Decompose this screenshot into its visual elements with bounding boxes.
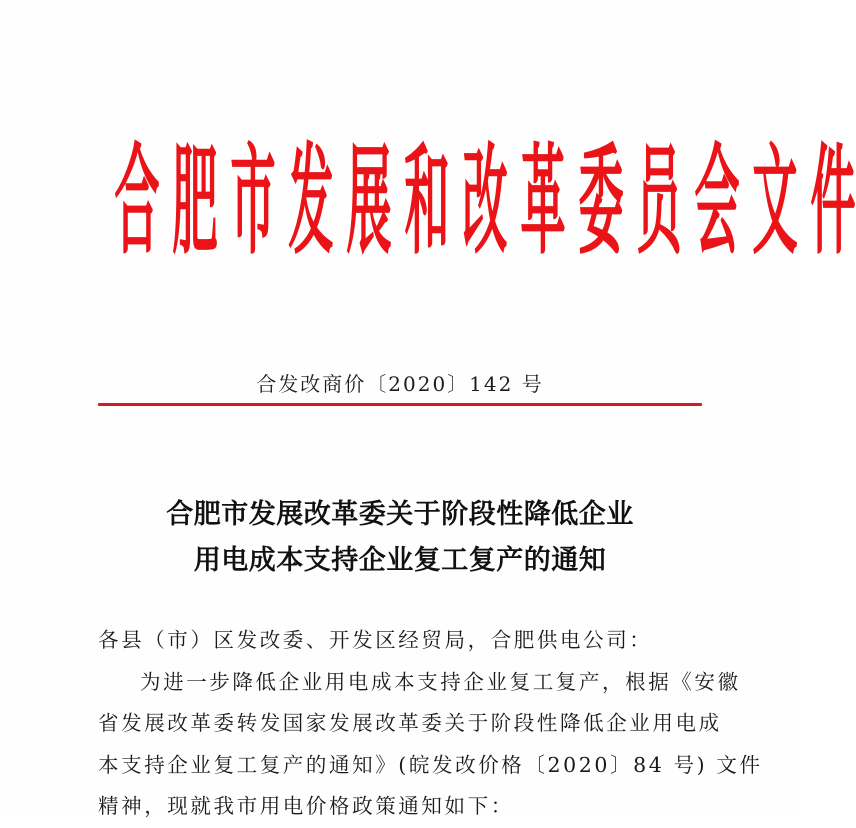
document-title-line-1: 合肥市发展改革委关于阶段性降低企业 bbox=[166, 499, 634, 530]
red-divider-line bbox=[98, 403, 702, 406]
masthead-char: 员 bbox=[636, 130, 682, 271]
salutation: 各县（市）区发改委、开发区经贸局，合肥供电公司： bbox=[98, 628, 653, 652]
document-title bbox=[0, 492, 800, 584]
masthead-char: 肥 bbox=[172, 130, 218, 271]
body-line: 为进一步降低企业用电成本支持企业复工复产，根据《安徽 bbox=[140, 669, 741, 694]
masthead-char: 件 bbox=[810, 130, 856, 271]
masthead-char: 改 bbox=[462, 130, 508, 271]
masthead-char: 和 bbox=[404, 130, 450, 271]
body-line: 省发展改革委转发国家发展改革委关于阶段性降低企业用电成 bbox=[98, 711, 722, 735]
document-number: 合发改商价〔2020〕142 号 bbox=[256, 372, 544, 396]
document-title-line-2: 用电成本支持企业复工复产的通知 bbox=[193, 545, 607, 576]
masthead-char: 合 bbox=[114, 130, 160, 271]
body-line: 精神，现就我市用电价格政策通知如下： bbox=[98, 794, 514, 818]
masthead-title bbox=[108, 128, 856, 273]
masthead-char: 文 bbox=[752, 130, 798, 271]
masthead-char: 委 bbox=[578, 130, 624, 271]
masthead-char: 发 bbox=[288, 130, 334, 271]
body-line: 本支持企业复工复产的通知》(皖发改价格〔2020〕84 号) 文件 bbox=[98, 752, 763, 777]
masthead-char: 革 bbox=[520, 130, 566, 271]
masthead-char: 展 bbox=[346, 130, 392, 271]
masthead-char: 市 bbox=[230, 130, 276, 271]
document-body bbox=[98, 620, 763, 828]
masthead-char: 会 bbox=[694, 130, 740, 271]
